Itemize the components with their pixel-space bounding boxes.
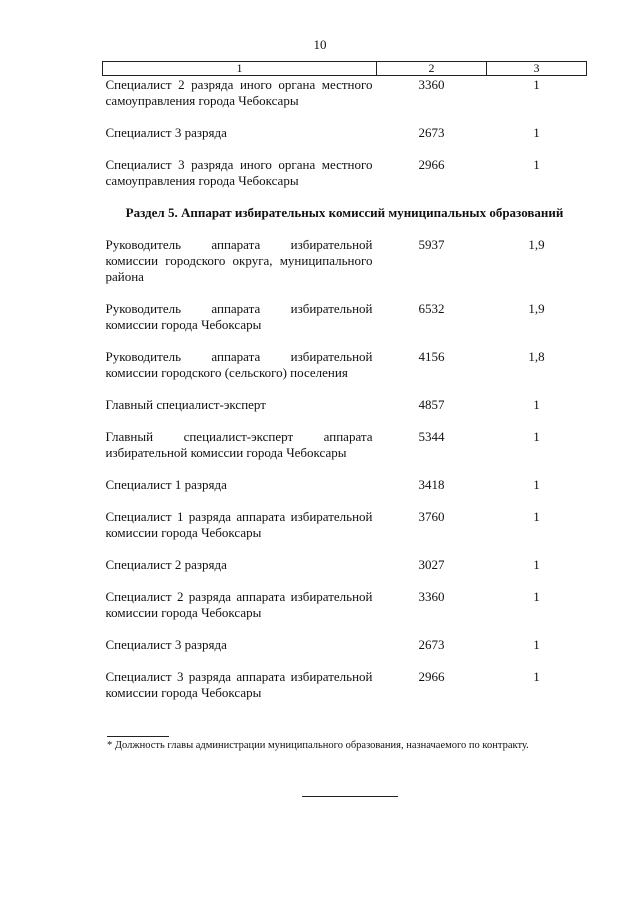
coefficient-value: 1 [533, 125, 540, 140]
table-row [103, 157, 587, 205]
coefficient-value: 1 [533, 557, 540, 572]
salary-table [102, 61, 587, 717]
salary-value: 2966 [418, 157, 445, 172]
position-name: Специалист 1 разряда аппарата избирательной комиссии города Чебоксары [105, 509, 373, 540]
position-name: Главный специалист-эксперт [105, 397, 266, 412]
salary-value: 2673 [418, 125, 445, 140]
table-row [103, 509, 587, 557]
section-heading-row [103, 205, 587, 237]
coefficient-value: 1,9 [528, 301, 545, 316]
page-number: 10 [313, 37, 327, 52]
position-name: Руководитель аппарата избирательной комиссии городского (сельского) поселения [105, 349, 373, 380]
coefficient-value: 1 [533, 397, 540, 412]
position-name: Руководитель аппарата избирательной комиссии города Чебоксары [105, 301, 373, 332]
footnote-divider [107, 736, 169, 737]
end-of-document-rule [302, 796, 398, 797]
position-name: Специалист 3 разряда [105, 637, 227, 652]
coefficient-value: 1,9 [528, 237, 545, 252]
salary-value: 3027 [418, 557, 445, 572]
table-row [103, 477, 587, 509]
table-row [103, 589, 587, 637]
column-header-3: 3 [487, 62, 587, 76]
coefficient-value: 1 [533, 637, 540, 652]
salary-value: 5937 [418, 237, 445, 252]
coefficient-value: 1 [533, 477, 540, 492]
section-title: Раздел 5. Аппарат избирательных комиссий муниципальных образований [125, 205, 564, 220]
position-name: Специалист 2 разряда аппарата избирательной комиссии города Чебоксары [105, 589, 373, 620]
coefficient-value: 1,8 [528, 349, 545, 364]
position-name: Специалист 2 разряда [105, 557, 227, 572]
coefficient-value: 1 [533, 509, 540, 524]
table-row [103, 637, 587, 669]
table-row [103, 237, 587, 301]
coefficient-value: 1 [533, 157, 540, 172]
table-row [103, 557, 587, 589]
position-name: Руководитель аппарата избирательной комиссии городского округа, муниципального района [105, 237, 373, 284]
table-header-row [103, 62, 587, 76]
salary-value: 3418 [418, 477, 445, 492]
position-name: Специалист 1 разряда [105, 477, 227, 492]
salary-value: 5344 [418, 429, 445, 444]
coefficient-value: 1 [533, 589, 540, 604]
coefficient-value: 1 [533, 669, 540, 684]
salary-value: 3360 [418, 589, 445, 604]
salary-value: 6532 [418, 301, 445, 316]
table-row [103, 76, 587, 126]
table-row [103, 301, 587, 349]
coefficient-value: 1 [533, 77, 540, 92]
table-row [103, 669, 587, 717]
table-row [103, 429, 587, 477]
salary-value: 3360 [418, 77, 445, 92]
salary-value: 3760 [418, 509, 445, 524]
position-name: Специалист 3 разряда иного органа местного самоуправления города Чебоксары [105, 157, 373, 188]
footnote: * Должность главы администрации муниципального образования, назначаемого по контракту. [107, 740, 529, 751]
table-row [103, 349, 587, 397]
coefficient-value: 1 [533, 429, 540, 444]
column-header-1: 1 [103, 62, 377, 76]
table-row [103, 397, 587, 429]
position-name: Специалист 3 разряда аппарата избирательной комиссии города Чебоксары [105, 669, 373, 700]
salary-value: 2966 [418, 669, 445, 684]
position-name: Главный специалист-эксперт аппарата избирательной комиссии города Чебоксары [105, 429, 373, 460]
salary-value: 4156 [418, 349, 445, 364]
table-row [103, 125, 587, 157]
salary-value: 4857 [418, 397, 445, 412]
position-name: Специалист 3 разряда [105, 125, 227, 140]
position-name: Специалист 2 разряда иного органа местного самоуправления города Чебоксары [105, 77, 373, 108]
column-header-2: 2 [377, 62, 487, 76]
salary-value: 2673 [418, 637, 445, 652]
